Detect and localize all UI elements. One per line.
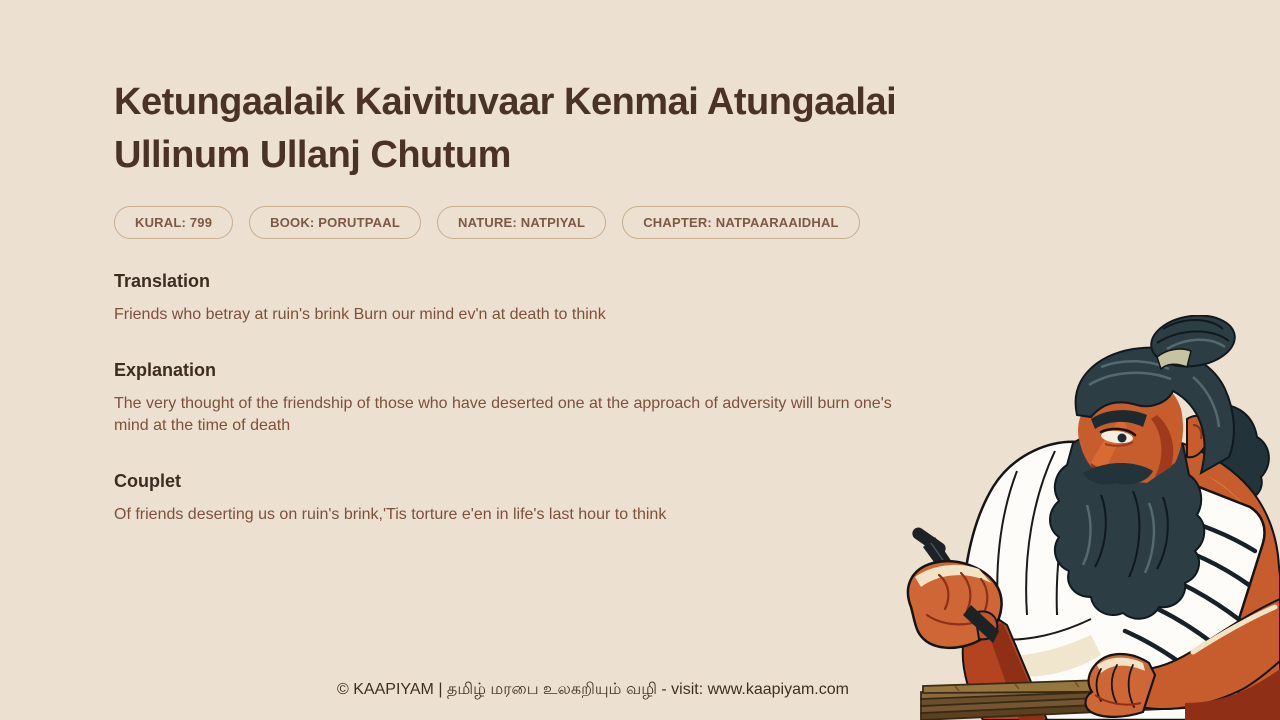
kural-meta-badges <box>114 206 954 239</box>
footer-credit: © KAAPIYAM | தமிழ் மரபை உலகறியும் வழி - visit: www.kaapiyam.com <box>337 681 849 698</box>
translation-text: Friends who betray at ruin's brink Burn our mind ev'n at death to think <box>114 306 606 323</box>
explanation-text: The very thought of the friendship of those who have deserted one at the approach of adversity will burn one's mind at the time of death <box>114 395 892 434</box>
main-content <box>114 70 954 560</box>
translation-heading: Translation <box>114 271 211 291</box>
thiruvalluvar-illustration <box>905 315 1280 720</box>
couplet-heading: Couplet <box>114 471 181 491</box>
badge-nature: NATURE: NATPIYAL <box>437 206 606 239</box>
couplet-text: Of friends deserting us on ruin's brink,'Tis torture e'en in life's last hour to think <box>114 506 667 523</box>
translation-section <box>114 271 954 326</box>
badge-chapter: CHAPTER: NATPAARAAIDHAL <box>622 206 860 239</box>
page-title-line1: Ketungaalaik Kaivituvaar Kenmai Atungaalai <box>114 81 897 123</box>
couplet-section <box>114 471 954 526</box>
explanation-heading: Explanation <box>114 360 217 380</box>
badge-kural-number: KURAL: 799 <box>114 206 233 239</box>
page-title-line2: Ullinum Ullanj Chutum <box>114 134 511 176</box>
thiruvalluvar-writing-icon <box>905 315 1280 720</box>
page-title <box>114 76 954 182</box>
badge-book: BOOK: PORUTPAAL <box>249 206 421 239</box>
explanation-section <box>114 360 954 437</box>
